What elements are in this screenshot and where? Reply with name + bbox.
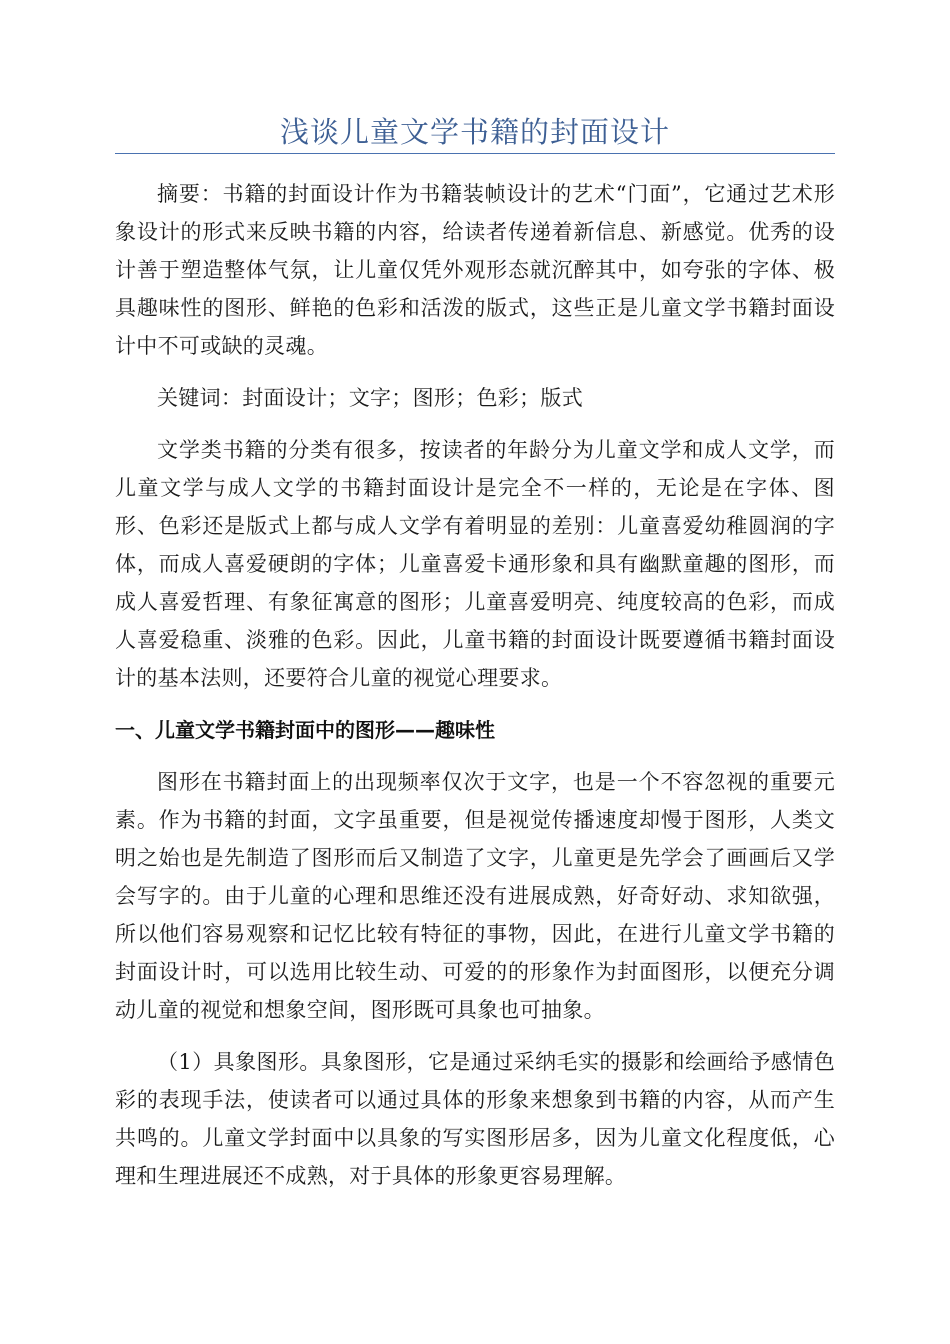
document-title: 浅谈儿童文学书籍的封面设计 [279,115,670,149]
keywords-paragraph: 关键词：封面设计；文字；图形；色彩；版式 [157,386,583,410]
abstract-paragraph: 摘要：书籍的封面设计作为书籍装帧设计的艺术“门面”，它通过艺术形象设计的形式来反映书籍的内容，给读者传递着新信息、新感觉。优秀的设计善于塑造整体气氛，让儿童仅凭外观形态就沉醉其中，如夸张的字体、极具趣味性的图形、鲜艳的色彩和活泼的版式，这些正是儿童文学书籍封面设计中不可或缺的灵魂。 [115,182,835,358]
section-paragraph: （1）具象图形。具象图形，它是通过采纳毛实的摄影和绘画给予感情色彩的表现手法，使读者可以通过具体的形象来想象到书籍的内容，从而产生共鸣的。儿童文学封面中以具象的写实图形居多，因为儿童文化程度低，心理和生理进展还不成熟，对于具体的形象更容易理解。 [115,1050,835,1188]
section-heading: 一、儿童文学书籍封面中的图形——趣味性 [115,718,495,742]
section-paragraph: 图形在书籍封面上的出现频率仅次于文字，也是一个不容忽视的重要元素。作为书籍的封面，文字虽重要，但是视觉传播速度却慢于图形，人类文明之始也是先制造了图形而后又制造了文字，儿童更是先学会了画画后又学会写字的。由于儿童的心理和思维还没有进展成熟，好奇好动、求知欲强，所以他们容易观察和记忆比较有特征的事物，因此，在进行儿童文学书籍的封面设计时，可以选用比较生动、可爱的的形象作为封面图形，以便充分调动儿童的视觉和想象空间，图形既可具象也可抽象。 [115,770,835,1022]
title-underline [115,153,835,154]
intro-paragraph: 文学类书籍的分类有很多，按读者的年龄分为儿童文学和成人文学，而儿童文学与成人文学的书籍封面设计是完全不一样的，无论是在字体、图形、色彩还是版式上都与成人文学有着明显的差别：儿童喜爱幼稚圆润的字体，而成人喜爱硬朗的字体；儿童喜爱卡通形象和具有幽默童趣的图形，而成人喜爱哲理、有象征寓意的图形；儿童喜爱明亮、纯度较高的色彩，而成人喜爱稳重、淡雅的色彩。因此，儿童书籍的封面设计既要遵循书籍封面设计的基本法则，还要符合儿童的视觉心理要求。 [115,438,835,690]
document-body [115,175,835,1209]
